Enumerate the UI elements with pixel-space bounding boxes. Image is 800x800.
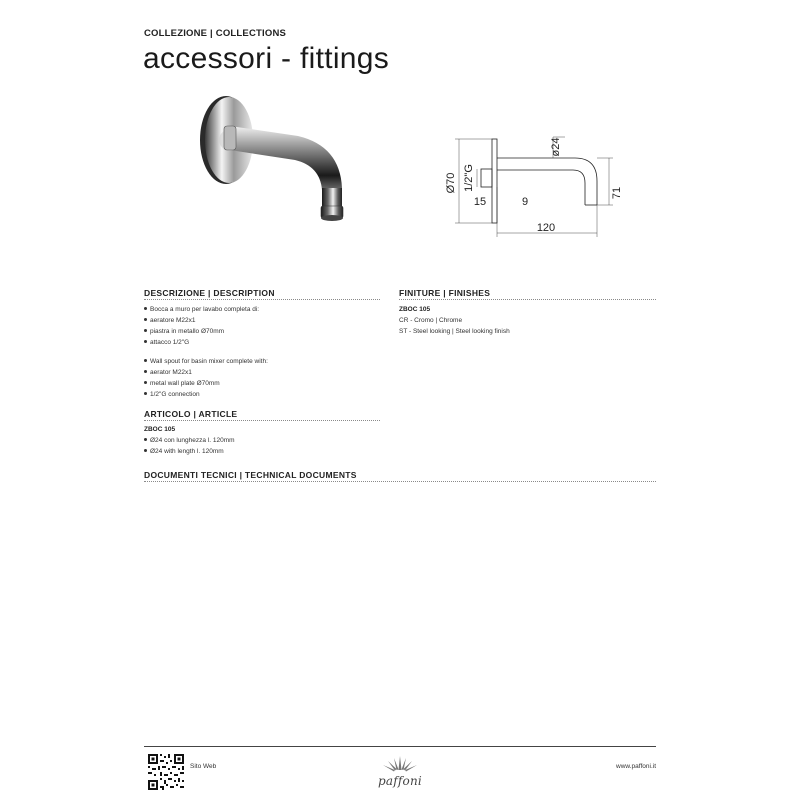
documents-rule [144,481,656,482]
article-rule [144,420,380,421]
description-list-it [144,304,259,348]
finish-chrome: CR - Cromo | Chrome [399,317,463,324]
list-item: Ø24 con lunghezza l. 120mm [144,435,235,446]
list-item: piastra in metallo Ø70mm [144,326,259,337]
dim-length-label: 120 [536,222,556,234]
dim-a-label: 15 [473,196,487,208]
dimension-drawing [425,125,640,240]
page-title: accessori - fittings [143,42,390,75]
list-item: metal wall plate Ø70mm [144,378,268,389]
list-item: Wall spout for basin mixer complete with: [144,356,268,367]
footer-divider [144,746,656,747]
article-list [144,435,235,457]
dim-spout-label: ø24 [550,137,562,157]
list-item: aerator M22x1 [144,367,268,378]
description-list-en [144,356,268,400]
brand-wordmark: paffoni [378,774,422,788]
description-heading: DESCRIZIONE | DESCRIPTION [144,288,275,298]
article-code: ZBOC 105 [144,426,176,433]
article-heading: ARTICOLO | ARTICLE [144,409,238,419]
list-item: attacco 1/2"G [144,337,259,348]
site-web-label: Sito Web [190,763,217,770]
dim-plate-label: Ø70 [445,172,457,194]
finishes-heading: FINITURE | FINISHES [399,288,491,298]
finishes-rule [399,299,656,300]
product-photo [190,88,365,238]
collection-eyebrow: COLLEZIONE | COLLECTIONS [144,28,287,39]
dim-height-label: 71 [611,186,623,200]
finish-steel: ST - Steel looking | Steel looking finish [399,328,510,335]
list-item: Bocca a muro per lavabo completa di: [144,304,259,315]
list-item: 1/2"G connection [144,389,268,400]
dim-b-label: 9 [521,196,529,208]
list-item: aeratore M22x1 [144,315,259,326]
dim-thread-label: 1/2"G [463,164,475,192]
finishes-code: ZBOC 105 [399,306,431,313]
qr-code-icon[interactable] [147,753,185,791]
website-link[interactable]: www.paffoni.it [616,763,656,770]
documents-heading: DOCUMENTI TECNICI | TECHNICAL DOCUMENTS [144,470,357,480]
list-item: Ø24 with length l. 120mm [144,446,235,457]
description-rule [144,299,380,300]
